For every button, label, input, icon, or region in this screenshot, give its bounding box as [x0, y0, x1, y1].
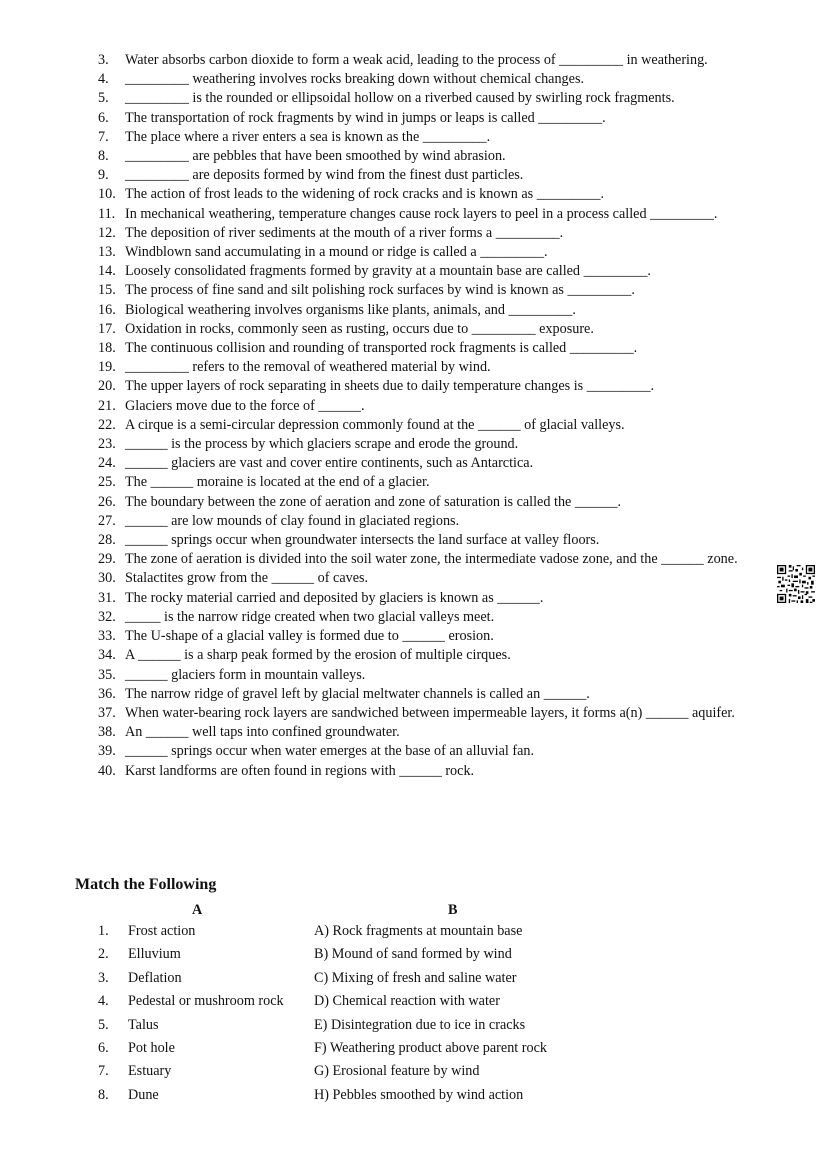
question-item: 38. An ______ well taps into confined groundwater.	[98, 724, 400, 741]
fill-in-the-blanks-list	[98, 51, 788, 781]
match-item-b: E) Disintegration due to ice in cracks	[314, 1016, 526, 1033]
question-item: 17. Oxidation in rocks, commonly seen as rusting, occurs due to _________ exposure.	[98, 320, 594, 337]
question-item: 39. ______ springs occur when water emerges at the base of an alluvial fan.	[98, 743, 535, 760]
question-item: 35. ______ glaciers form in mountain valleys.	[98, 666, 366, 683]
question-item: 16. Biological weathering involves organisms like plants, animals, and _________.	[98, 301, 576, 318]
question-item: 6. The transportation of rock fragments by wind in jumps or leaps is called _________.	[98, 109, 606, 126]
question-item: 26. The boundary between the zone of aeration and zone of saturation is called the ______.	[98, 493, 621, 510]
question-item: 28. ______ springs occur when groundwater intersects the land surface at valley floors.	[98, 532, 600, 549]
question-item: 22. A cirque is a semi-circular depression commonly found at the ______ of glacial valleys.	[98, 416, 625, 433]
question-item: 11. In mechanical weathering, temperature changes cause rock layers to peel in a process called _________.	[98, 205, 718, 222]
match-item-a: Frost action	[128, 923, 196, 939]
match-item-a: Estuary	[128, 1063, 172, 1080]
question-item: 15. The process of fine sand and silt polishing rock surfaces by wind is known as _________.	[98, 282, 635, 299]
question-item: 14. Loosely consolidated fragments formed by gravity at a mountain base are called _________.	[98, 263, 651, 280]
match-item-a: Dune	[128, 1086, 159, 1103]
question-item: 23. ______ is the process by which glaciers scrape and erode the ground.	[98, 436, 519, 453]
question-item: 36. The narrow ridge of gravel left by glacial meltwater channels is called an ______.	[98, 685, 590, 702]
question-item: 33. The U-shape of a glacial valley is formed due to ______ erosion.	[98, 628, 494, 645]
match-item-a: Talus	[128, 1016, 159, 1033]
qr-code-graphic	[777, 565, 815, 603]
match-item-a: Elluvium	[128, 946, 181, 963]
match-item-b: C) Mixing of fresh and saline water	[314, 969, 517, 986]
match-section-heading: Match the Following	[75, 876, 217, 893]
question-item: 24. ______ glaciers are vast and cover entire continents, such as Antarctica.	[98, 455, 534, 472]
question-item: 4. _________ weathering involves rocks breaking down without chemical changes.	[98, 71, 585, 88]
match-item-b: A) Rock fragments at mountain base	[314, 923, 523, 939]
question-item: 19. _________ refers to the removal of weathered material by wind.	[98, 359, 491, 376]
match-item-b: D) Chemical reaction with water	[314, 993, 500, 1010]
column-a-header: A	[192, 902, 203, 918]
question-item: 3. Water absorbs carbon dioxide to form a weak acid, leading to the process of _________ in weathering.	[98, 52, 708, 68]
question-item: 8. _________ are pebbles that have been smoothed by wind abrasion.	[98, 148, 506, 165]
question-item: 20. The upper layers of rock separating in sheets due to daily temperature changes is _________.	[98, 378, 655, 395]
question-item: 18. The continuous collision and rounding of transported rock fragments is called _________.	[98, 340, 638, 357]
match-item-a: Deflation	[128, 969, 182, 986]
question-item: 9. _________ are deposits formed by wind from the finest dust particles.	[98, 167, 524, 184]
qr-code-icon	[777, 565, 815, 603]
match-item-a: Pedestal or mushroom rock	[128, 993, 284, 1010]
question-item: 13. Windblown sand accumulating in a mound or ridge is called a _________.	[98, 244, 548, 261]
match-item-b: B) Mound of sand formed by wind	[314, 946, 512, 963]
question-item: 31. The rocky material carried and deposited by glaciers is known as ______.	[98, 589, 544, 606]
match-item-b: H) Pebbles smoothed by wind action	[314, 1086, 524, 1103]
question-item: 21. Glaciers move due to the force of ______.	[98, 397, 365, 414]
match-item-b: F) Weathering product above parent rock	[314, 1039, 547, 1056]
question-item: 32. _____ is the narrow ridge created when two glacial valleys meet.	[98, 608, 495, 625]
question-item: 37. When water-bearing rock layers are sandwiched between impermeable layers, it forms a(n) ______ aquifer.	[98, 704, 735, 721]
question-item: 40. Karst landforms are often found in regions with ______ rock.	[98, 762, 475, 779]
question-item: 12. The deposition of river sediments at the mouth of a river forms a _________.	[98, 224, 564, 241]
match-item-b: G) Erosional feature by wind	[314, 1063, 480, 1080]
question-item: 5. _________ is the rounded or ellipsoidal hollow on a riverbed caused by swirling rock fragments.	[98, 90, 675, 107]
question-item: 10. The action of frost leads to the widening of rock cracks and is known as _________.	[98, 186, 605, 203]
match-item-a: Pot hole	[128, 1039, 175, 1056]
question-item: 25. The ______ moraine is located at the end of a glacier.	[98, 474, 430, 491]
question-item: 7. The place where a river enters a sea is known as the _________.	[98, 128, 491, 145]
column-b-header: B	[448, 902, 458, 918]
question-item: 29. The zone of aeration is divided into the soil water zone, the intermediate vadose zone, and the ______ zone.	[98, 551, 738, 568]
question-item: 30. Stalactites grow from the ______ of caves.	[98, 570, 369, 587]
question-item: 34. A ______ is a sharp peak formed by the erosion of multiple cirques.	[98, 647, 511, 664]
question-item: 27. ______ are low mounds of clay found in glaciated regions.	[98, 512, 460, 529]
